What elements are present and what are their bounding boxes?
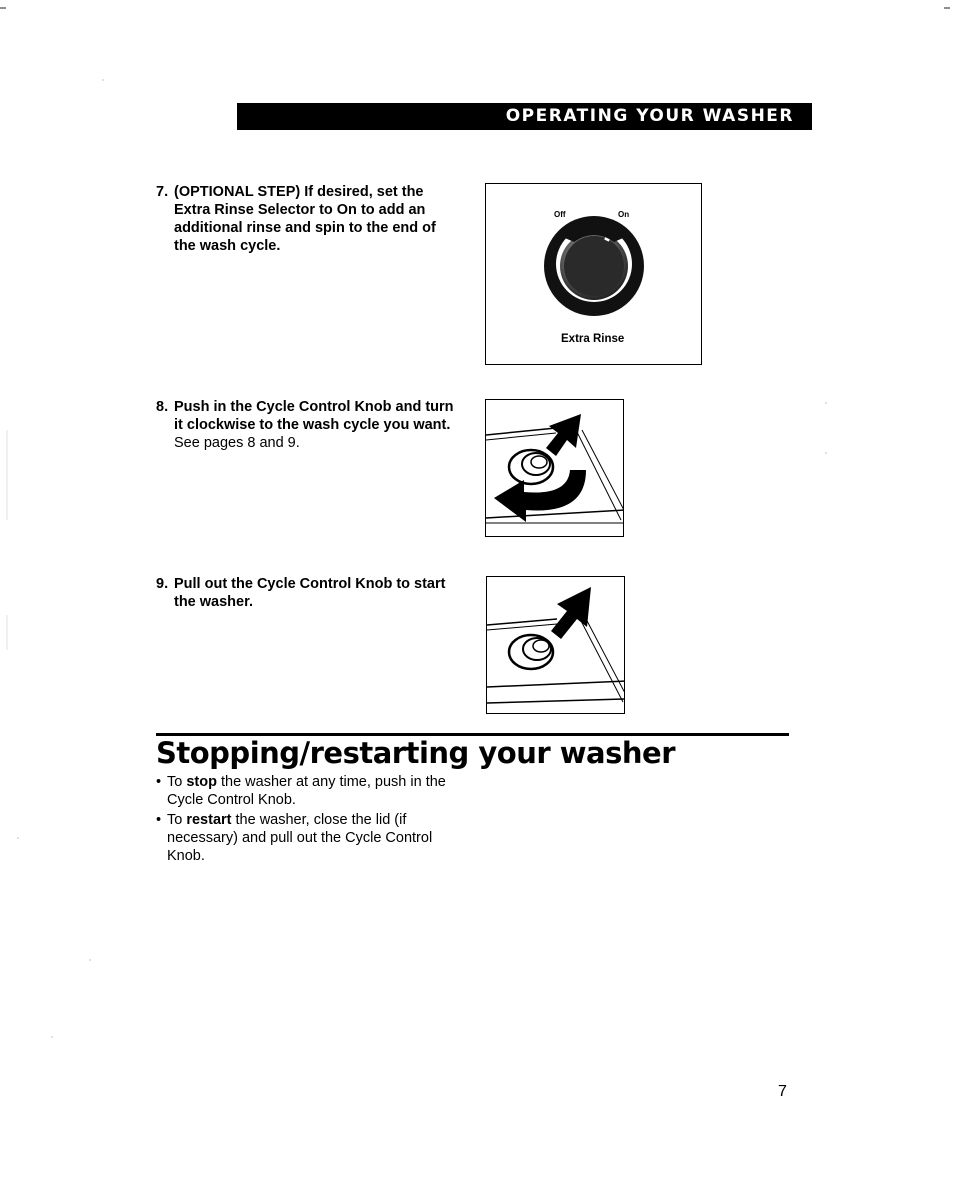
push-arrow-icon <box>546 414 581 456</box>
bullet-keyword: restart <box>186 812 232 828</box>
off-label: Off <box>554 210 566 219</box>
step-text-normal: See pages 8 and 9. <box>174 435 300 451</box>
header-title: OPERATING YOUR WASHER <box>505 106 794 126</box>
bullet-icon: • <box>156 774 162 790</box>
extra-rinse-knob-illustration <box>486 184 702 365</box>
step-9 <box>156 575 446 611</box>
bullet-restart <box>156 811 446 865</box>
pull-knob-figure <box>486 576 625 714</box>
bullet-text: the washer at any time, push in the Cycle Control Knob. <box>167 774 446 808</box>
page-number: 7 <box>778 1083 787 1100</box>
section-title: Stopping/restarting your washer <box>156 736 676 770</box>
step-text-bold: (OPTIONAL STEP) If desired, set the Extra Rinse Selector to On to add an additional rinse and spin to the end of the wash cycle. <box>174 184 436 254</box>
step-text-bold: Push in the Cycle Control Knob and turn it clockwise to the wash cycle you want. <box>174 399 454 433</box>
step-number: 9. <box>156 576 169 592</box>
extra-rinse-caption: Extra Rinse <box>561 333 625 345</box>
on-label: On <box>618 210 630 219</box>
bullet-text: the washer, close the lid (if necessary) and pull out the Cycle Control Knob. <box>167 812 433 864</box>
push-turn-illustration <box>486 400 624 537</box>
bullet-icon: • <box>156 812 162 828</box>
pull-knob-illustration <box>487 577 625 714</box>
step-number: 8. <box>156 399 169 415</box>
bullet-prefix: To <box>167 774 187 790</box>
section-header-bar <box>237 103 812 130</box>
step-8 <box>156 398 461 452</box>
bullet-prefix: To <box>167 812 187 828</box>
push-turn-knob-figure <box>485 399 624 537</box>
step-text-bold: Pull out the Cycle Control Knob to start the washer. <box>174 576 446 610</box>
pull-arrow-icon <box>551 587 591 639</box>
extra-rinse-figure <box>485 183 702 365</box>
bullet-stop <box>156 773 446 809</box>
bullet-keyword: stop <box>186 774 217 790</box>
step-7 <box>156 183 456 255</box>
step-number: 7. <box>156 184 169 200</box>
